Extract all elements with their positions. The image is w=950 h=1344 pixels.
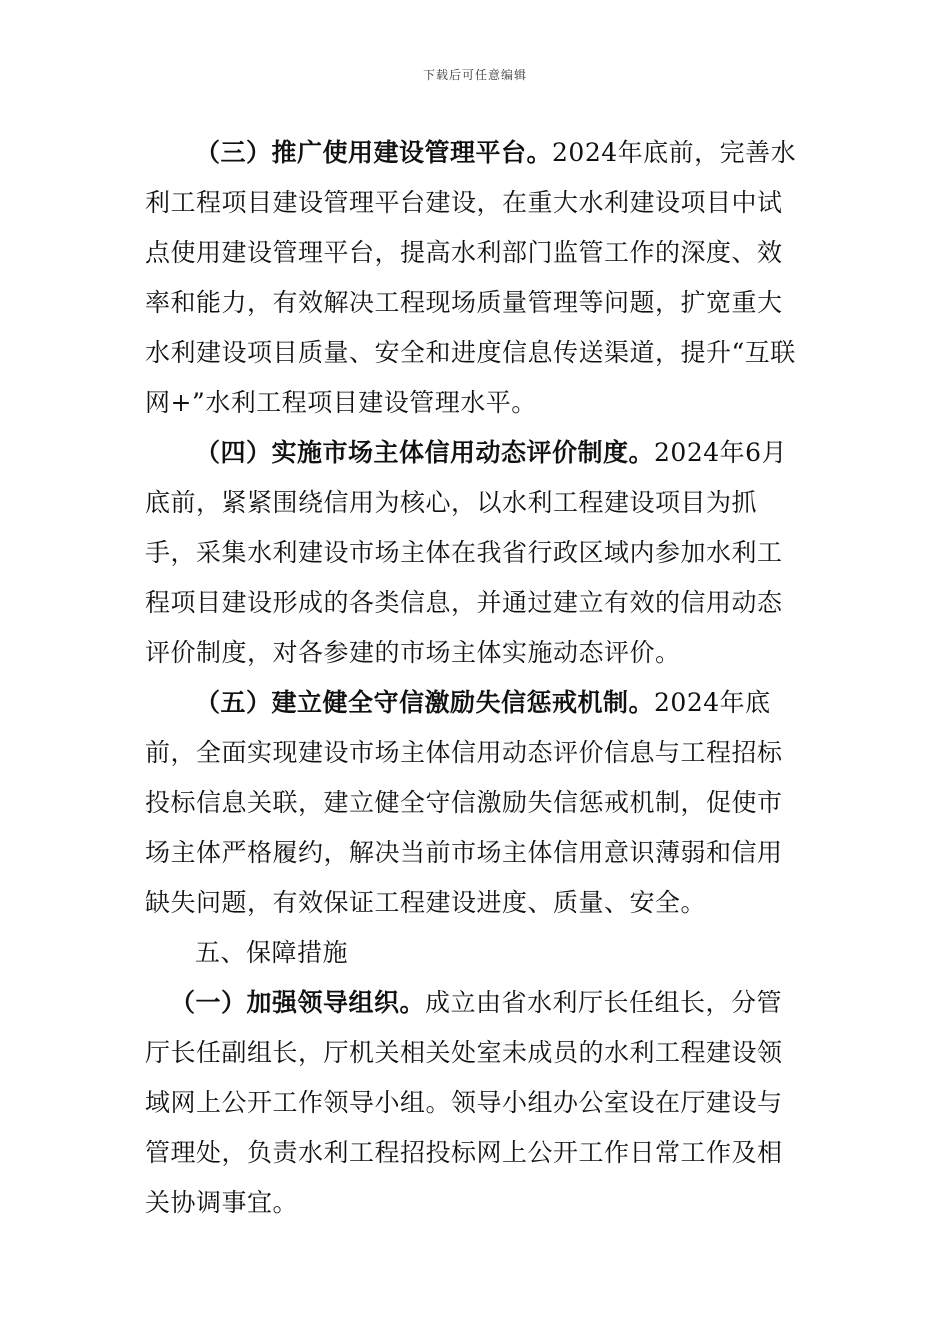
paragraph-lead: （五）建立健全守信激励失信惩戒机制。 [195, 688, 655, 717]
paragraph-credit-evaluation [145, 428, 805, 678]
document-body [145, 128, 805, 1228]
paragraph-lead: （四）实施市场主体信用动态评价制度。 [195, 438, 655, 467]
paragraph-platform [145, 128, 805, 428]
paragraph-incentive-mechanism [145, 678, 805, 928]
paragraph-text: 成立由省水利厅长任组长，分管厅长任副组长，厅机关相关处室未成员的水利工程建设领域网上公开工作领导小组。领导小组办公室设在厅建设与管理处，负责水利工程招投标网上公开工作日常工作及相关协调事宜。 [145, 988, 783, 1217]
paragraph-leadership [145, 978, 805, 1228]
paragraph-lead: （三）推广使用建设管理平台。 [195, 138, 553, 167]
paragraph-text: 2024年底前，全面实现建设市场主体信用动态评价信息与工程招标投标信息关联，建立健全守信激励失信惩戒机制，促使市场主体严格履约，解决当前市场主体信用意识薄弱和信用缺失问题，有效保证工程建设进度、质量、安全。 [145, 688, 783, 917]
paragraph-lead: （一）加强领导组织。 [170, 988, 426, 1017]
section-heading-text: 五、保障措施 [195, 938, 349, 967]
paragraph-text: 2024年底前，完善水利工程项目建设管理平台建设，在重大水利建设项目中试点使用建设管理平台，提高水利部门监管工作的深度、效率和能力，有效解决工程现场质量管理等问题，扩宽重大水利建设项目质量、安全和进度信息传送渠道，提升“互联网+”水利工程项目建设管理水平。 [145, 138, 797, 417]
section-heading [145, 928, 805, 978]
paragraph-text: 2024年6月底前，紧紧围绕信用为核心，以水利工程建设项目为抓手，采集水利建设市场主体在我省行政区域内参加水利工程项目建设形成的各类信息，并通过建立有效的信用动态评价制度，对各参建的市场主体实施动态评价。 [145, 438, 788, 667]
page-header: 下载后可任意编辑 [422, 68, 527, 82]
